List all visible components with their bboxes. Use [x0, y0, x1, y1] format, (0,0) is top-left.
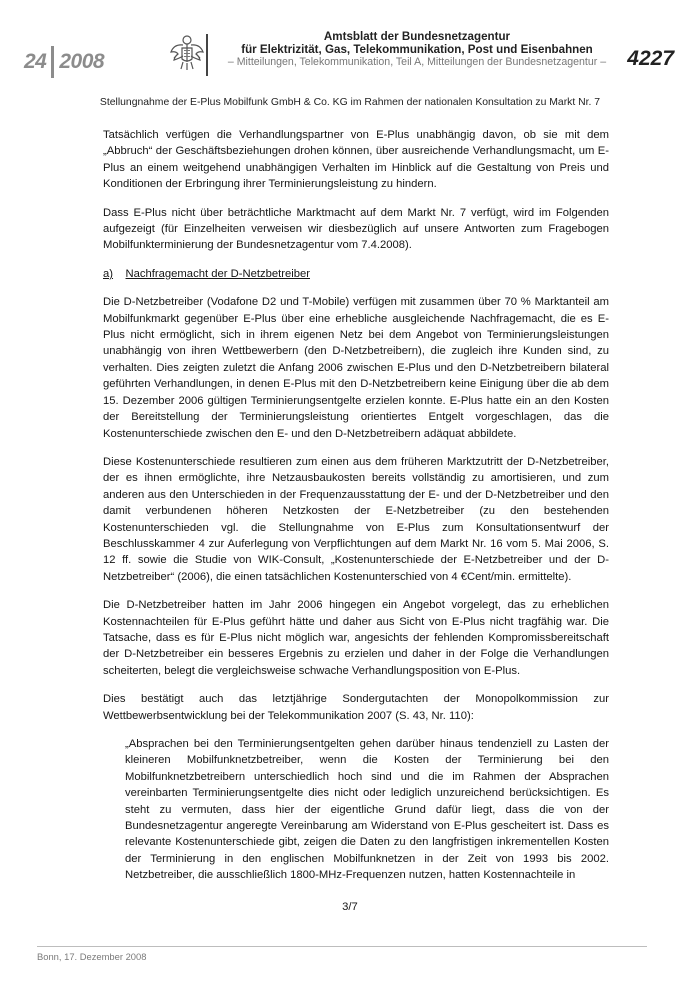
section-title: Nachfragemacht der D-Netzbetreiber [125, 267, 310, 280]
document-page-indicator: 3/7 [342, 901, 358, 913]
gazette-subtitle: – Mitteilungen, Telekommunikation, Teil A, Mitteilungen der Bundesnetzagentur – [227, 56, 607, 68]
paragraph-2: Dass E-Plus nicht über beträchtliche Marktmacht auf dem Markt Nr. 7 verfügt, wird im Folgenden aufgezeigt (für Einzelheiten verweisen wir diesbezüglich auf unsere Antworten zum Fragebogen Mobilfunkterminierung der Bundesnetzagentur vom 7.4.2008). [103, 206, 609, 252]
running-title: Stellungnahme der E-Plus Mobilfunk GmbH & Co. KG im Rahmen der nationalen Konsultation zu Markt Nr. 7 [99, 97, 601, 108]
document-body [103, 127, 609, 884]
issue-number: 24 [24, 50, 47, 73]
footer-date: Bonn, 17. Dezember 2008 [37, 951, 147, 962]
gazette-title: Amtsblatt der Bundesnetzagentur [323, 30, 511, 43]
block-quote: „Absprachen bei den Terminierungsentgelten gehen darüber hinaus tendenziell zu Lasten der kleineren Mobilfunknetzbetreiber, wenn die Kosten der Terminierung bei den Mobilfunknetzbetreibern unterschiedlich hoch sind und die im Rahmen der Absprachen vereinbarten Terminierungsentgelte dies nicht oder lediglich unzureichend berücksichtigen. Es steht zu vermuten, dass hier der eigentliche Grund dafür liegt, dass die von der Bundesnetzagentur angeregte Vereinbarung am Widerstand von E-Plus gescheitert ist. Dass es relevante Kostenunterschiede gibt, zeigen die Daten zu den langfristigen inkrementellen Kosten der Terminierung in den englischen Mobilfunknetzen in der Zeit von 1993 bis 2002. Netzbetreiber, die ausschließlich 1800-MHz-Frequenzen nutzen, hatten Kostennachteile in [125, 738, 609, 882]
page-number: 4227 [627, 47, 674, 70]
header-divider [206, 34, 208, 76]
paragraph-5: Die D-Netzbetreiber hatten im Jahr 2006 hingegen ein Angebot vorgelegt, das zu erheblichen Kostennachteilen für E-Plus geführt hätte und daher aus Sicht von E-Plus nicht tragfähig war. Die Tatsache, dass es für E-Plus nicht möglich war, angesichts der fehlenden Kompromissbereitschaft der D-Netzbetreiber ein besseres Ergebnis zu erzielen und daher in der Folge die Verhandlungen scheiterten, belegt die vergleichsweise schwache Verhandlungsposition von E-Plus. [103, 599, 609, 677]
section-heading [103, 266, 609, 282]
gazette-title-line2: für Elektrizität, Gas, Telekommunikation, Post und Eisenbahnen [241, 43, 593, 56]
section-label: a) [103, 267, 114, 280]
federal-eagle-icon [170, 32, 204, 72]
issue-label [24, 47, 104, 77]
issue-divider [51, 46, 54, 78]
paragraph-3: Die D-Netzbetreiber (Vodafone D2 und T-Mobile) verfügen mit zusammen über 70 % Marktanteil am Mobilfunkmarkt gegenüber E-Plus über eine erhebliche ausgleichende Nachfragemacht, die es E-Plus nicht ermöglicht, sich in ihrem eigenen Netz bei dem Angebot von Terminierungsleistungen unabhängig von ihren Wettbewerbern (den D-Netzbetreibern), die zugleich ihre Kunden sind, zu verhalten. Dies zeigten zuletzt die Anfang 2006 zwischen E-Plus und den D-Netzbetreibern bilateral geführten Verhandlungen, in denen E-Plus mit den D-Netzbetreibern keine Einigung über die ab dem 15. Dezember 2006 gültigen Terminierungsentgelte erzielen konnte. E-Plus hatte ein an den Kosten der Bereitstellung der Terminierungsleistung orientiertes Entgelt vorgeschlagen, das die Kostenunterschiede zwischen den E- und den D-Netzbetreibern adäquat abbildete. [103, 296, 609, 440]
paragraph-6: Dies bestätigt auch das letztjährige Sondergutachten der Monopolkommission zur Wettbewerbsentwicklung bei der Telekommunikation 2007 (S. 43, Nr. 110): [103, 693, 609, 722]
footer-divider [37, 946, 647, 947]
issue-year: 2008 [59, 50, 105, 73]
paragraph-4: Diese Kostenunterschiede resultieren zum einen aus dem früheren Marktzutritt der D-Netzbetreiber, der es ihnen ermöglichte, ihre Netzausbaukosten bereits vollständig zu amortisieren, und zum anderen aus den Unterschieden in der Frequenzausstattung der E- und der D-Netzbetreiber und den damit verbundenen höheren Netzkosten der E-Netzbetreiber (zu den bestehenden Kostenunterschieden vgl. die Stellungnahme von E-Plus zum Konsultationsentwurf der Beschlusskammer 4 zur Auferlegung von Verpflichtungen auf dem Markt Nr. 16 vom 5. Mai 2006, S. 12 ff. sowie die Studie von WIK-Consult, „Kostenunterschiede der E-Netzbetreiber und der D-Netzbetreiber“ (2006), die einen tatsächlichen Kostenunterschied von 4 €Cent/min. ermittelte). [103, 455, 609, 583]
paragraph-1: Tatsächlich verfügen die Verhandlungspartner von E-Plus unabhängig davon, ob sie mit dem „Abbruch“ der Geschäftsbeziehungen drohen können, über ausreichende Verhandlungsmacht, um E-Plus an einem weitgehend unabhängigen Verhalten im Hinblick auf die Gestaltung von Preis und Konditionen der Erbringung ihrer Terminierungsleistung zu hindern. [103, 129, 609, 191]
